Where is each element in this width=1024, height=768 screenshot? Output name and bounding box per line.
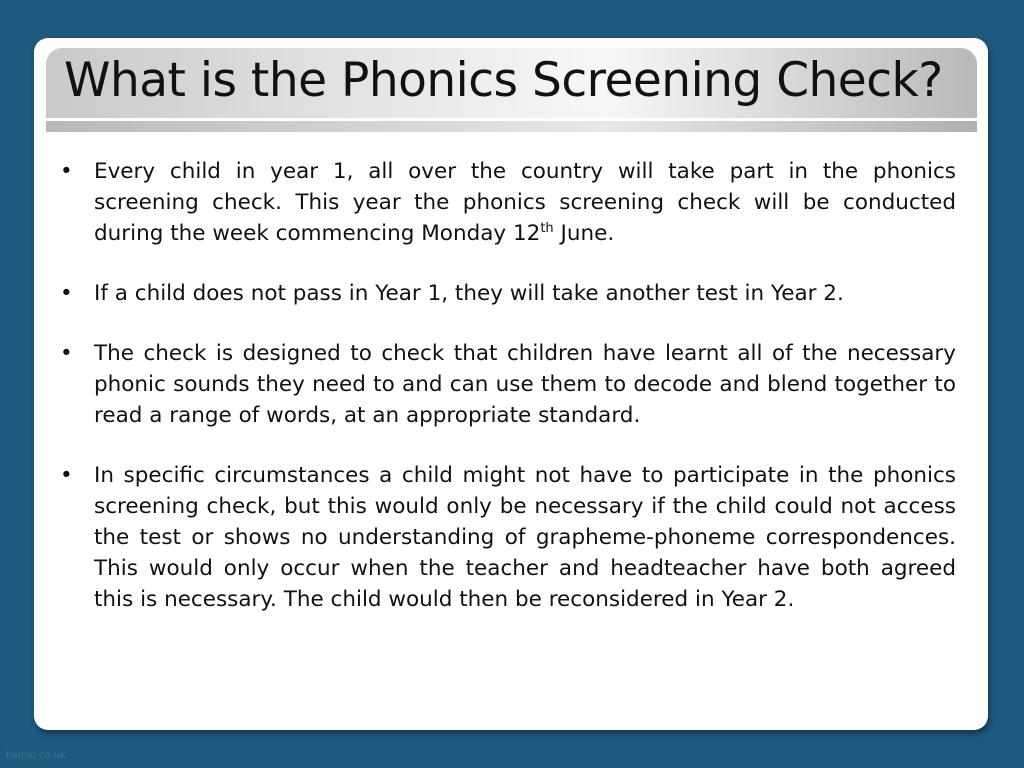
bullet-text-part: June. xyxy=(553,221,615,246)
bullet-text: In specific circumstances a child might not have to participate in the phonics screening check, but this would only be necessary if the child could not access the test or shows no understanding of grapheme-phoneme correspondences. This would only occur when the teacher and headteacher have both agreed this is necessary. The child would then be reconsidered in Year 2. xyxy=(94,463,956,612)
bullet-superscript: th xyxy=(540,220,554,236)
bullet-item xyxy=(56,278,956,309)
watermark: twinkl.co.uk xyxy=(6,750,66,761)
bullet-text: If a child does not pass in Year 1, they will take another test in Year 2. xyxy=(94,281,844,306)
bullet-marker: • xyxy=(60,159,73,184)
bullet-item xyxy=(56,156,956,249)
bullet-marker: • xyxy=(60,463,73,488)
title-underline xyxy=(46,121,977,132)
bullet-text xyxy=(94,156,956,249)
bullet-marker: • xyxy=(60,281,73,306)
bullet-text: The check is designed to check that children have learnt all of the necessary phonic sounds they need to and can use them to decode and blend together to read a range of words, at an appropriate standard. xyxy=(94,341,956,428)
slide-title: What is the Phonics Screening Check? xyxy=(64,53,943,108)
bullet-list xyxy=(56,156,956,644)
bullet-marker: • xyxy=(60,341,73,366)
bullet-item xyxy=(56,460,956,615)
bullet-item xyxy=(56,338,956,431)
bullet-text-part: Every child in year 1, all over the country will take part in the phonics screening check. This year the phonics screening check will be conducted during the week commencing Monday 12 xyxy=(94,159,956,246)
